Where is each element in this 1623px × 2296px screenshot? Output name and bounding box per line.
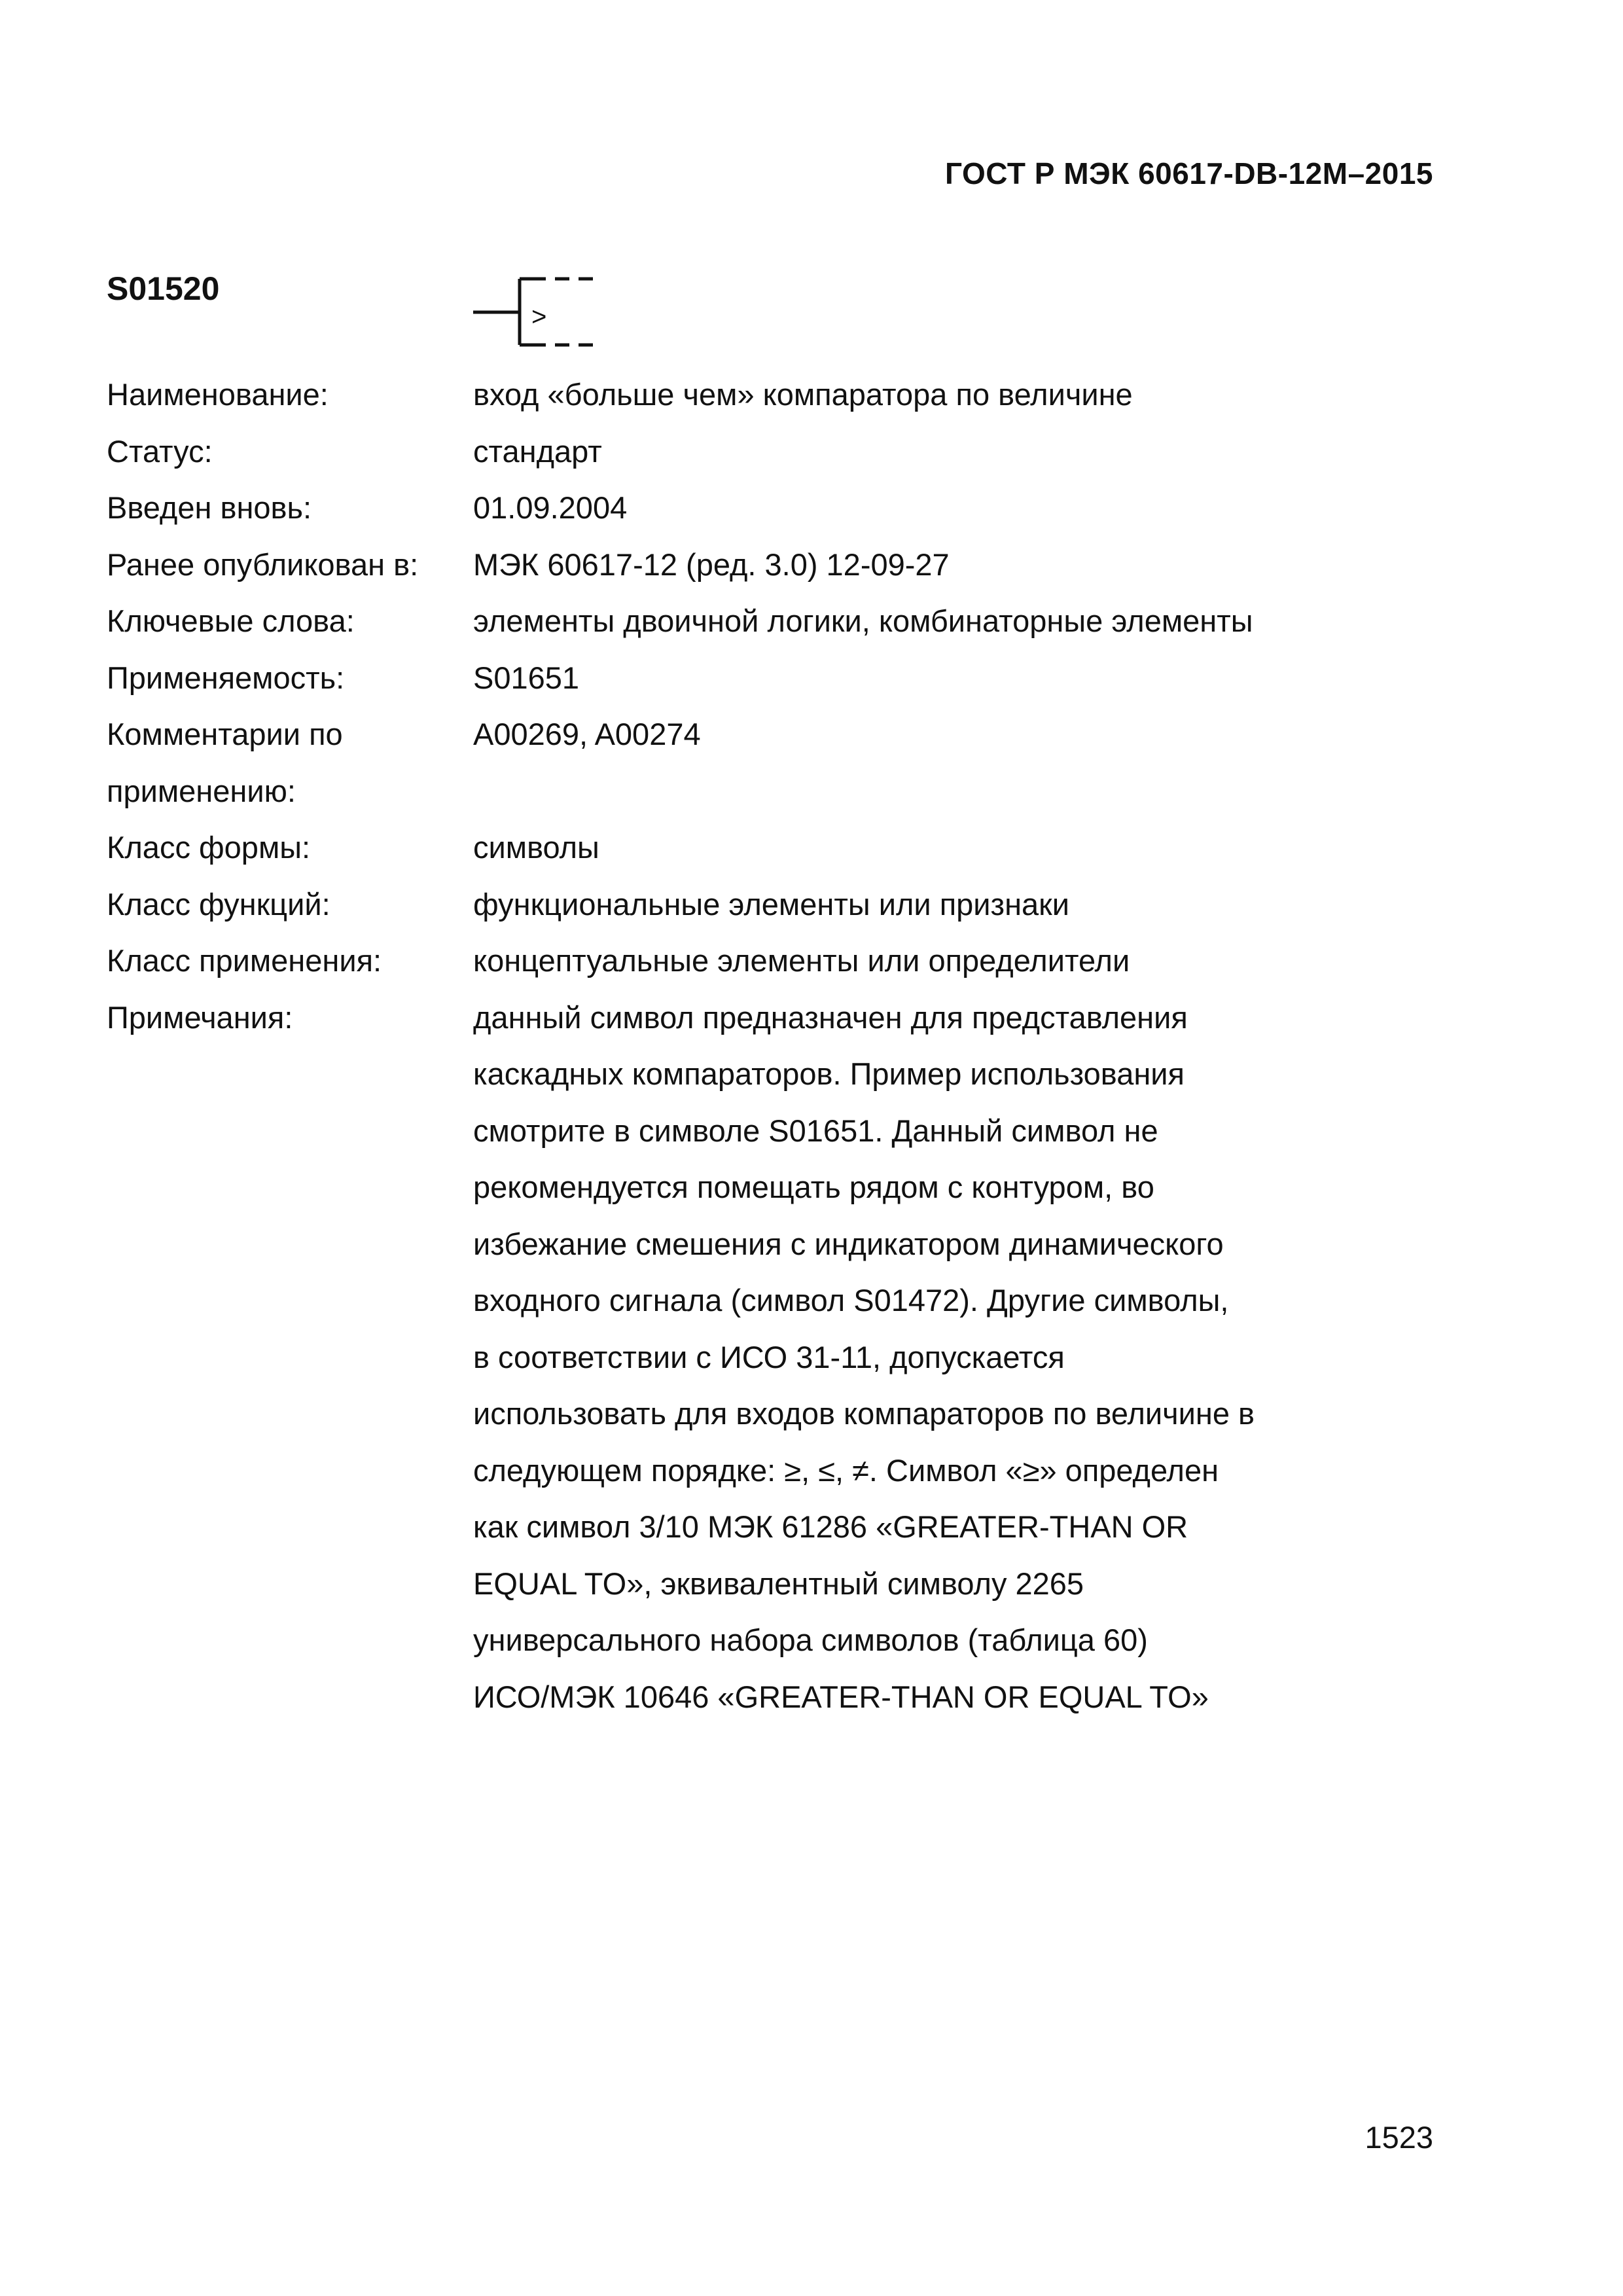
attr-value: A00269, A00274 [473,717,701,751]
attr-label: Ключевые слова: [107,603,355,638]
attr-value: функциональные элементы или признаки [473,886,1069,922]
attributes-table [107,367,1455,1725]
attr-label: Примечания: [107,999,293,1035]
attr-row-function-class [107,876,1455,933]
attr-row-introduced [107,480,1455,537]
attr-label-line: Комментарии по [107,717,343,751]
attr-row-notes [107,990,1455,1726]
attr-label: Наименование: [107,377,329,412]
note-line: данный символ предназначен для представления [473,999,1188,1035]
attr-value: элементы двоичной логики, комбинаторные элементы [473,603,1253,638]
note-line: входного сигнала (символ S01472). Другие символы, [473,1283,1229,1318]
attr-label-line: применению: [107,773,296,808]
attr-label: Применяемость: [107,660,345,695]
note-line: каскадных компараторов. Пример использования [473,1056,1185,1091]
note-line: следующем порядке: ≥, ≤, ≠. Символ «≥» определен [473,1452,1219,1488]
attr-value: S01651 [473,660,580,695]
attr-label [107,706,473,819]
attr-value: концептуальные элементы или определители [473,943,1130,978]
attr-label: Класс применения: [107,943,382,978]
note-line: ИСО/МЭК 10646 «GREATER-THAN OR EQUAL TO» [473,1679,1209,1714]
note-line: избежание смешения с индикатором динамического [473,1226,1224,1261]
attr-value: стандарт [473,433,602,469]
attr-value: вход «больше чем» компаратора по величине [473,377,1133,412]
attr-value: символы [473,830,599,865]
note-line: универсального набора символов (таблица 60) [473,1623,1148,1657]
note-line: смотрите в символе S01651. Данный символ не [473,1113,1158,1148]
attr-row-applicability [107,650,1455,707]
attr-value: МЭК 60617-12 (ред. 3.0) 12-09-27 [473,547,950,582]
attr-label: Ранее опубликован в: [107,547,419,582]
attr-row-status [107,423,1455,480]
note-line: как символ 3/10 МЭК 61286 «GREATER-THAN OR [473,1509,1188,1544]
attr-row-application-class [107,933,1455,990]
page-number: 1523 [1364,2120,1433,2155]
attr-label: Статус: [107,433,213,469]
note-line: в соответствии с ИСО 31-11, допускается [473,1339,1065,1374]
attr-label: Класс формы: [107,830,311,865]
note-line: использовать для входов компараторов по величине в [473,1396,1255,1431]
notes-text [473,990,1376,1726]
attr-row-name [107,367,1455,423]
attr-value: 01.09.2004 [473,490,628,525]
symbol-code: S01520 [107,270,220,307]
attr-row-keywords [107,593,1455,650]
attr-row-comments [107,706,1455,819]
document-header: ГОСТ Р МЭК 60617-DB-12M–2015 [945,156,1433,190]
attr-label: Введен вновь: [107,490,312,525]
note-line: рекомендуется помещать рядом с контуром, во [473,1170,1154,1204]
attr-row-form-class [107,819,1455,876]
note-line: EQUAL TO», эквивалентный символу 2265 [473,1566,1084,1601]
comparator-greater-than-input-symbol-icon [471,272,602,350]
greater-than-qualifier: > [531,302,547,331]
attr-row-published [107,537,1455,594]
attr-label: Класс функций: [107,886,330,922]
